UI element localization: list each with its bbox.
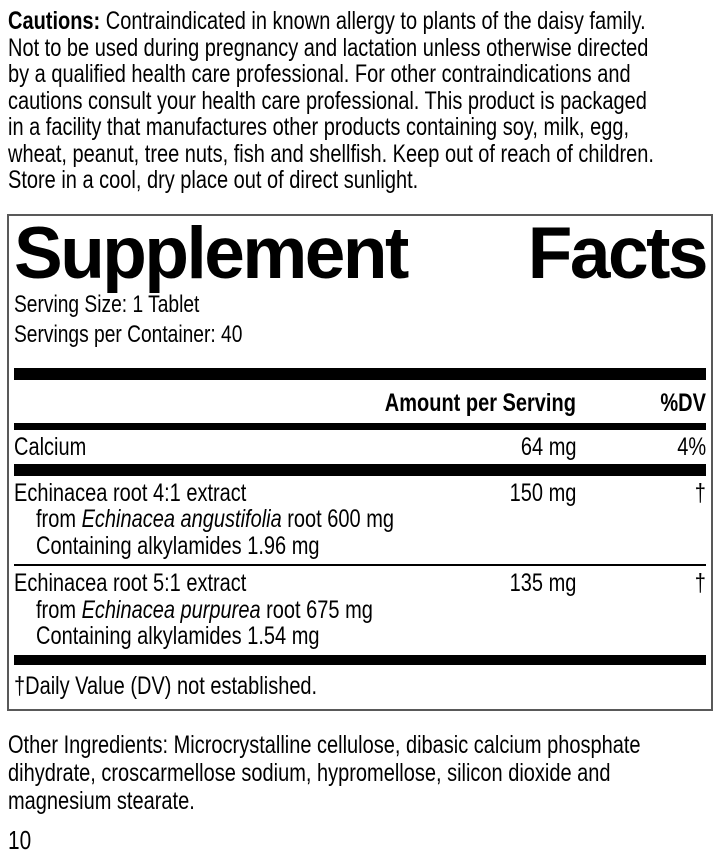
cautions-line-2: Not to be used during pregnancy and lactation unless otherwise directed <box>8 33 649 62</box>
echinacea-51-dv-dagger: † <box>694 569 706 597</box>
page-number: 10 <box>8 824 32 855</box>
divider-bar-thick-3 <box>14 655 706 665</box>
servings-per-container: Servings per Container: 40 <box>14 320 243 348</box>
supplement-facts-title <box>14 212 706 294</box>
echinacea-51-source-line: from Echinacea purpurea root 675 mg <box>36 595 373 624</box>
cautions-line-6: wheat, peanut, tree nuts, fish and shellfish. Keep out of reach of children. <box>8 139 654 168</box>
cautions-line-7: Store in a cool, dry place out of direct sunlight. <box>8 166 419 194</box>
supplement-facts-panel <box>7 214 713 711</box>
cautions-line-1-text: Contraindicated in known allergy to plants of the daisy family. <box>100 7 646 35</box>
other-ingredients-paragraph <box>0 711 720 815</box>
echinacea-51-amount: 135 mg <box>509 569 576 597</box>
table-row-echinacea-41 <box>14 476 706 565</box>
divider-bar-thick-2 <box>14 464 706 476</box>
header-percent-dv: %DV <box>660 388 706 417</box>
cautions-line-4: cautions consult your health care professional. This product is packaged <box>8 86 647 115</box>
daily-value-footnote: †Daily Value (DV) not established. <box>14 671 318 700</box>
other-ingredients-line-3: magnesium stearate. <box>8 786 195 815</box>
echinacea-51-name: Echinacea root 5:1 extract <box>14 569 247 597</box>
other-ingredients-line-1: Other Ingredients: Microcrystalline cellulose, dibasic calcium phosphate <box>8 730 641 759</box>
species-name-purpurea: Echinacea purpurea <box>81 595 261 624</box>
table-header-row <box>14 380 706 423</box>
calcium-name: Calcium <box>14 432 87 461</box>
echinacea-41-alkylamides-line: Containing alkylamides 1.96 mg <box>36 531 320 560</box>
title-word-facts: Facts <box>527 212 706 294</box>
calcium-amount: 64 mg <box>520 432 576 461</box>
echinacea-41-source-line: from Echinacea angustifolia root 600 mg <box>36 505 394 533</box>
table-row-echinacea-51 <box>14 566 706 655</box>
other-ingredients-line-2: dihydrate, croscarmellose sodium, hypromellose, silicon dioxide and <box>8 758 611 787</box>
calcium-dv: 4% <box>677 432 706 461</box>
echinacea-41-amount: 150 mg <box>509 478 576 507</box>
cautions-label: Cautions: <box>8 7 101 35</box>
cautions-line-1 <box>8 8 712 35</box>
cautions-line-3: by a qualified health care professional. For other contraindications and <box>8 60 631 88</box>
echinacea-41-name: Echinacea root 4:1 extract <box>14 478 247 507</box>
cautions-paragraph <box>0 0 720 194</box>
divider-bar-thick-1 <box>14 368 706 380</box>
divider-bar-medium <box>14 423 706 430</box>
species-name-angustifolia: Echinacea angustifolia <box>81 505 282 533</box>
cautions-line-5: in a facility that manufactures other products containing soy, milk, egg, <box>8 113 630 141</box>
serving-size: Serving Size: 1 Tablet <box>14 290 200 318</box>
table-row-calcium <box>14 430 706 464</box>
echinacea-51-alkylamides-line: Containing alkylamides 1.54 mg <box>36 622 320 650</box>
title-word-supplement: Supplement <box>14 212 407 294</box>
header-amount-per-serving: Amount per Serving <box>384 388 576 417</box>
echinacea-41-dv-dagger: † <box>694 478 706 507</box>
